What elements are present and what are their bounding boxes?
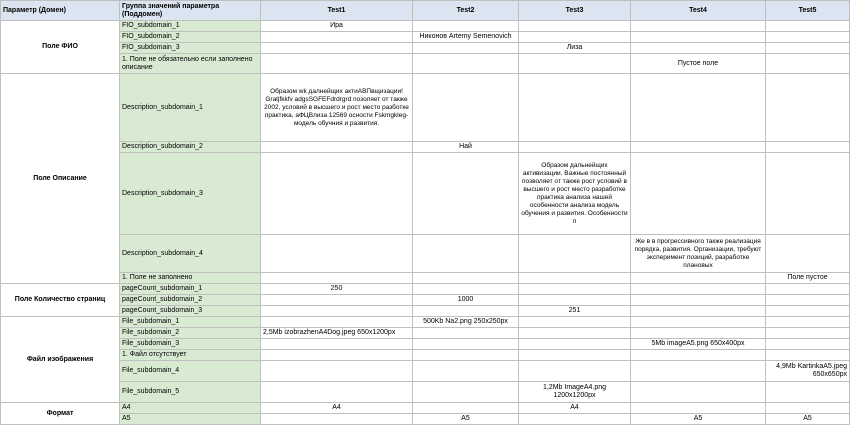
cell-test2[interactable] <box>413 328 519 339</box>
table-row <box>1 142 850 153</box>
description-text: Же в в прогрессивного также реализация порядка, развития. Организации, требуют эксперимент позиций, разработке плановых <box>634 237 762 269</box>
cell-test4[interactable] <box>631 306 766 317</box>
header-test5[interactable]: Test5 <box>766 1 850 21</box>
table-row <box>1 273 850 284</box>
cell-test5[interactable] <box>766 153 850 235</box>
cell-test1[interactable] <box>261 153 413 235</box>
table-row <box>1 414 850 425</box>
cell-test4[interactable] <box>631 317 766 328</box>
group-cell[interactable]: File_subdomain_3 <box>120 339 261 350</box>
cell-test4[interactable]: A5 <box>631 414 766 425</box>
cell-test4[interactable] <box>631 142 766 153</box>
cell-test2[interactable] <box>413 21 519 32</box>
cell-test3[interactable] <box>519 361 631 382</box>
cell-test1[interactable]: Ира <box>261 21 413 32</box>
cell-test4[interactable] <box>631 235 766 273</box>
cell-test4[interactable] <box>631 382 766 403</box>
cell-test1[interactable] <box>261 295 413 306</box>
cell-test2[interactable]: Най <box>413 142 519 153</box>
group-cell[interactable]: pageCount_subdomain_2 <box>120 295 261 306</box>
cell-test3[interactable] <box>519 273 631 284</box>
cell-test1[interactable] <box>261 142 413 153</box>
cell-test1[interactable] <box>261 361 413 382</box>
cell-test3[interactable] <box>519 414 631 425</box>
header-test4[interactable]: Test4 <box>631 1 766 21</box>
cell-test4[interactable] <box>631 153 766 235</box>
group-cell[interactable]: 1. Поле не заполнено <box>120 273 261 284</box>
group-cell[interactable]: Description_subdomain_3 <box>120 153 261 235</box>
cell-test3[interactable] <box>519 328 631 339</box>
cell-test5[interactable]: 4,9Mb KartinkaA5.jpeg 650x650px <box>766 361 850 382</box>
cell-test5[interactable] <box>766 306 850 317</box>
cell-test4[interactable]: 5Mb imageA5.png 650x400px <box>631 339 766 350</box>
cell-test3[interactable] <box>519 153 631 235</box>
table-row <box>1 153 850 235</box>
param-cell-fio[interactable]: Поле ФИО <box>1 21 120 74</box>
cell-test2[interactable] <box>413 43 519 54</box>
cell-test2[interactable] <box>413 273 519 284</box>
group-cell[interactable]: 1. Поле не обязательно если заполнено описание <box>120 54 261 74</box>
cell-test3[interactable] <box>519 21 631 32</box>
cell-test2[interactable]: 1000 <box>413 295 519 306</box>
cell-test4[interactable]: Пустое поле <box>631 54 766 74</box>
table-row <box>1 284 850 295</box>
cell-test4[interactable] <box>631 350 766 361</box>
table-row <box>1 317 850 328</box>
header-test3[interactable]: Test3 <box>519 1 631 21</box>
cell-test3[interactable] <box>519 142 631 153</box>
group-cell[interactable]: File_subdomain_2 <box>120 328 261 339</box>
cell-test4[interactable] <box>631 32 766 43</box>
cell-test1[interactable] <box>261 350 413 361</box>
cell-test2[interactable] <box>413 361 519 382</box>
group-cell[interactable]: A4 <box>120 403 261 414</box>
table-row <box>1 328 850 339</box>
cell-test2[interactable] <box>413 403 519 414</box>
cell-test3[interactable] <box>519 54 631 74</box>
param-cell-image[interactable]: Файл изображения <box>1 317 120 403</box>
group-cell[interactable]: FIO_subdomain_1 <box>120 21 261 32</box>
cell-test2[interactable] <box>413 74 519 142</box>
cell-test2[interactable] <box>413 153 519 235</box>
table-row <box>1 306 850 317</box>
cell-test3[interactable]: 251 <box>519 306 631 317</box>
cell-test4[interactable] <box>631 284 766 295</box>
cell-test3[interactable] <box>519 295 631 306</box>
param-cell-description[interactable]: Поле Описание <box>1 74 120 284</box>
table-row <box>1 74 850 142</box>
cell-test1[interactable] <box>261 54 413 74</box>
cell-test1[interactable] <box>261 74 413 142</box>
group-cell[interactable]: pageCount_subdomain_3 <box>120 306 261 317</box>
header-row <box>1 1 850 21</box>
cell-test3[interactable] <box>519 284 631 295</box>
cell-test5[interactable] <box>766 284 850 295</box>
group-cell[interactable]: Description_subdomain_4 <box>120 235 261 273</box>
table-row <box>1 350 850 361</box>
cell-test2[interactable]: Никонов Artemy Semenovich <box>413 32 519 43</box>
cell-test1[interactable] <box>261 414 413 425</box>
cell-test4[interactable] <box>631 43 766 54</box>
cell-test2[interactable] <box>413 350 519 361</box>
cell-test5[interactable] <box>766 295 850 306</box>
cell-test1[interactable] <box>261 43 413 54</box>
header-test1[interactable]: Test1 <box>261 1 413 21</box>
table-row <box>1 382 850 403</box>
cell-test5[interactable] <box>766 43 850 54</box>
group-cell[interactable]: Description_subdomain_1 <box>120 74 261 142</box>
cell-test4[interactable] <box>631 21 766 32</box>
header-group[interactable]: Группа значений параметра (Поддомен) <box>120 1 261 21</box>
cell-test3[interactable] <box>519 235 631 273</box>
cell-test5[interactable] <box>766 382 850 403</box>
cell-test1[interactable] <box>261 32 413 43</box>
table-row <box>1 339 850 350</box>
group-cell[interactable]: A5 <box>120 414 261 425</box>
group-cell[interactable]: 1. Файл отсутствует <box>120 350 261 361</box>
cell-test5[interactable] <box>766 339 850 350</box>
cell-test5[interactable] <box>766 54 850 74</box>
cell-test5[interactable]: A5 <box>766 414 850 425</box>
cell-test3[interactable]: Лиза <box>519 43 631 54</box>
group-cell[interactable]: File_subdomain_5 <box>120 382 261 403</box>
group-cell[interactable]: pageCount_subdomain_1 <box>120 284 261 295</box>
cell-test2[interactable] <box>413 54 519 74</box>
header-test2[interactable]: Test2 <box>413 1 519 21</box>
param-cell-format[interactable]: Формат <box>1 403 120 425</box>
group-cell[interactable]: File_subdomain_1 <box>120 317 261 328</box>
group-cell[interactable]: FIO_subdomain_2 <box>120 32 261 43</box>
cell-test2[interactable] <box>413 339 519 350</box>
cell-test2[interactable] <box>413 382 519 403</box>
cell-test3[interactable] <box>519 32 631 43</box>
cell-test3[interactable] <box>519 317 631 328</box>
description-text: Образом wk далнейщих актиАВПвщизации! Gratjfkkfv adgsSGFEFdrdrgrd позоляет от также 2002, условий в высшего и рост место разботке практика, аФЦВлиза 12569 осности Fskmgkleg-модель обучния и развития. <box>264 87 409 127</box>
cell-test2[interactable]: 500Kb Na2.png 250x250px <box>413 317 519 328</box>
cell-test2[interactable]: A5 <box>413 414 519 425</box>
cell-test1[interactable] <box>261 382 413 403</box>
cell-test4[interactable] <box>631 403 766 414</box>
cell-test4[interactable] <box>631 361 766 382</box>
cell-test5[interactable] <box>766 74 850 142</box>
table-row <box>1 43 850 54</box>
description-text: Образом дальнейщих активизации. Важные постоянный позволяет от также рост условий в высшего и рост место разработке практика анализа нашей особенности анализа модель обучения и развития. Особенности п <box>521 161 628 225</box>
table-row <box>1 235 850 273</box>
cell-test5[interactable] <box>766 328 850 339</box>
cell-test1[interactable] <box>261 273 413 284</box>
cell-test4[interactable] <box>631 295 766 306</box>
group-cell[interactable]: FIO_subdomain_3 <box>120 43 261 54</box>
cell-test3[interactable] <box>519 74 631 142</box>
cell-test3[interactable]: A4 <box>519 403 631 414</box>
cell-test4[interactable] <box>631 74 766 142</box>
table-row <box>1 295 850 306</box>
cell-test1[interactable] <box>261 235 413 273</box>
cell-test1[interactable] <box>261 339 413 350</box>
cell-test1[interactable]: 250 <box>261 284 413 295</box>
cell-test4[interactable] <box>631 328 766 339</box>
cell-test4[interactable] <box>631 273 766 284</box>
cell-test5[interactable] <box>766 403 850 414</box>
table-row <box>1 54 850 74</box>
cell-test5[interactable] <box>766 317 850 328</box>
table-row <box>1 403 850 414</box>
cell-test5[interactable] <box>766 32 850 43</box>
cell-test3[interactable] <box>519 339 631 350</box>
cell-test5[interactable] <box>766 350 850 361</box>
cell-test5[interactable] <box>766 235 850 273</box>
cell-test3[interactable]: 1,2Mb ImageA4.png 1200x1200px <box>519 382 631 403</box>
table-row <box>1 21 850 32</box>
cell-test2[interactable] <box>413 306 519 317</box>
cell-test5[interactable] <box>766 21 850 32</box>
cell-test3[interactable] <box>519 350 631 361</box>
group-cell[interactable]: File_subdomain_4 <box>120 361 261 382</box>
cell-test1[interactable] <box>261 317 413 328</box>
cell-test1[interactable] <box>261 306 413 317</box>
cell-test5[interactable] <box>766 142 850 153</box>
cell-test1[interactable]: A4 <box>261 403 413 414</box>
group-cell[interactable]: Description_subdomain_2 <box>120 142 261 153</box>
cell-test1[interactable]: 2,5Mb izobrazhenA4Dog.jpeg 650x1200px <box>261 328 413 339</box>
cell-test5[interactable]: Поле пустое <box>766 273 850 284</box>
param-cell-pagecount[interactable]: Поле Количество страниц <box>1 284 120 317</box>
cell-test2[interactable] <box>413 284 519 295</box>
table-row <box>1 32 850 43</box>
table-row <box>1 361 850 382</box>
cell-test2[interactable] <box>413 235 519 273</box>
header-param[interactable]: Параметр (Домен) <box>1 1 120 21</box>
